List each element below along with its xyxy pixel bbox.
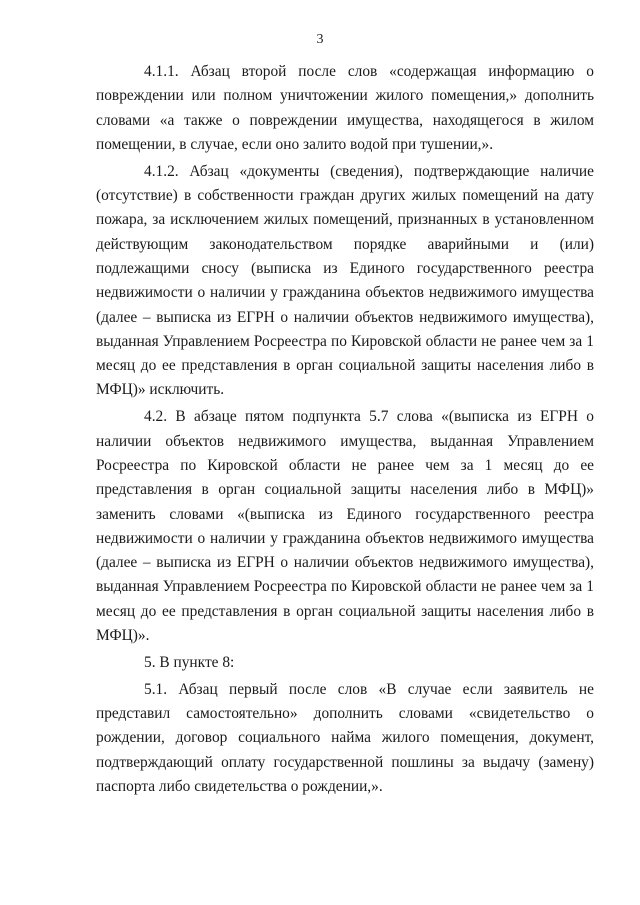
paragraph-5: 5. В пункте 8: — [144, 653, 235, 671]
document-body — [96, 60, 594, 799]
paragraph-4-1-1: 4.1.1. Абзац второй после слов «содержащая информацию о повреждении или полном уничтожении жилого помещения,» дополнить словами «а также о повреждении имущества, находящегося в жилом помещении, в случае, если оно залито водой при тушении,». — [96, 63, 594, 153]
page-number: 3 — [316, 32, 324, 47]
paragraph-4-1-2: 4.1.2. Абзац «документы (сведения), подтверждающие наличие (отсутствие) в собственности граждан других жилых помещений на дату пожара, за исключением жилых помещений, признанных в установленном действующим законодательством порядке аварийными и (или) подлежащими сносу (выписка из Единого государственного реестра недвижимости о наличии у гражданина объектов недвижимого имущества (далее – выписка из ЕГРН о наличии объектов недвижимого имущества), выданная Управлением Росреестра по Кировской области не ранее чем за 1 месяц до ее представления в орган социальной защиты населения либо в МФЦ)» исключить. — [96, 162, 594, 399]
paragraph-4-2: 4.2. В абзаце пятом подпункта 5.7 слова «(выписка из ЕГРН о наличии объектов недвижимого имущества, выданная Управлением Росреестра по Кировской области не ранее чем за 1 месяц до ее представления в орган социальной защиты населения либо в МФЦ)» заменить словами «(выписка из Единого государственного реестра недвижимости о наличии у гражданина объектов недвижимого имущества (далее – выписка из ЕГРН о наличии объектов недвижимого имущества), выданная Управлением Росреестра по Кировской области не ранее чем за 1 месяц до ее представления в орган социальной защиты населения либо в МФЦ)». — [96, 408, 594, 645]
paragraph-5-1: 5.1. Абзац первый после слов «В случае если заявитель не представил самостоятельно» дополнить словами «свидетельство о рождении, договор социального найма жилого помещения, документ, подтверждающий оплату государственной пошлины за выдачу (замену) паспорта либо свидетельства о рождении,». — [96, 680, 594, 795]
